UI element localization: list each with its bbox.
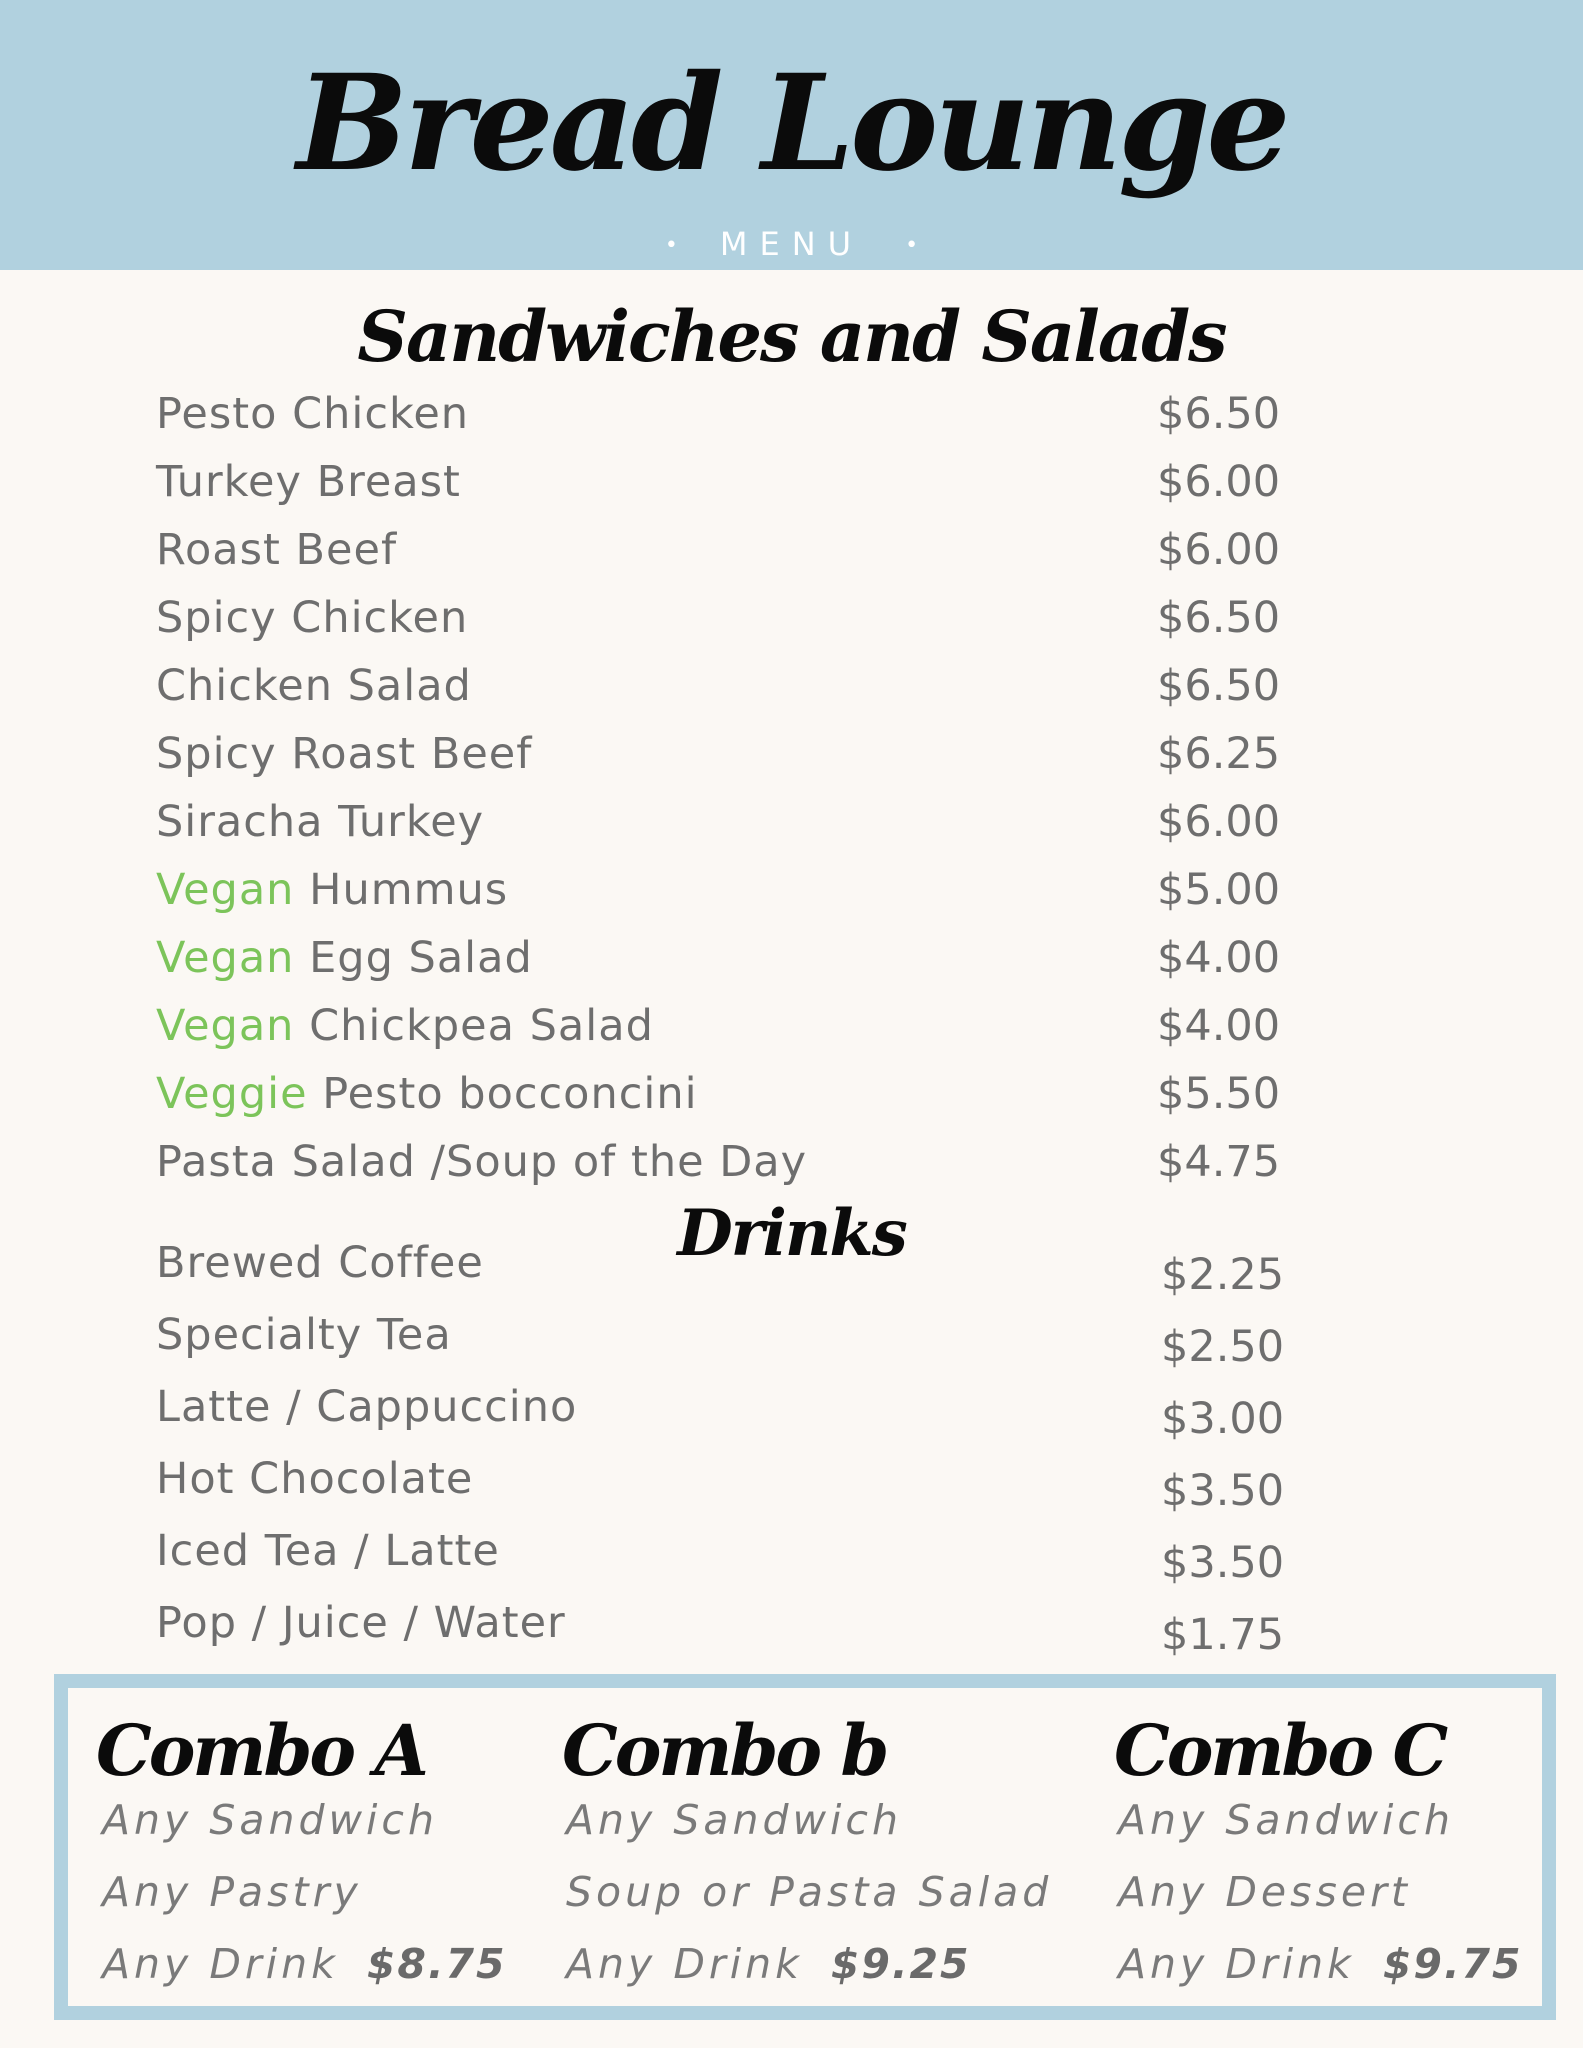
menu-item — [0, 593, 1583, 657]
drink-name: Specialty Tea — [156, 1310, 452, 1360]
item-name — [156, 865, 509, 915]
drink-price: $1.75 — [1161, 1610, 1285, 1660]
drink-item — [0, 1382, 1583, 1446]
drink-name: Pop / Juice / Water — [156, 1598, 566, 1648]
menu-label-row — [0, 225, 1583, 263]
combo-box — [54, 1674, 1556, 2020]
menu-item — [0, 865, 1583, 929]
item-name — [156, 525, 398, 575]
item-price: $4.00 — [1157, 1001, 1281, 1051]
item-price: $6.00 — [1157, 457, 1281, 507]
item-name-text: Egg Salad — [294, 933, 533, 983]
item-price: $4.75 — [1157, 1137, 1281, 1187]
menu-item — [0, 389, 1583, 453]
drink-item — [0, 1238, 1583, 1302]
item-price: $6.50 — [1157, 661, 1281, 711]
bullet-left-icon: • — [664, 233, 678, 258]
combo-title: Combo A — [96, 1709, 426, 1792]
drink-price: $2.50 — [1161, 1322, 1285, 1372]
combo-line: Any Dessert — [1118, 1868, 1412, 1916]
item-name — [156, 389, 470, 439]
combo-line: Any Sandwich — [1118, 1796, 1454, 1844]
item-name — [156, 729, 533, 779]
vegan-label: Vegan — [156, 865, 295, 915]
combo-line — [102, 1940, 507, 1988]
item-name — [156, 457, 461, 507]
item-price: $4.00 — [1157, 933, 1281, 983]
menu-item — [0, 797, 1583, 861]
item-name-text: Spicy Roast Beef — [156, 729, 533, 779]
vegan-label: Vegan — [156, 1001, 295, 1051]
item-name — [156, 661, 472, 711]
drink-item — [0, 1310, 1583, 1374]
item-price: $6.00 — [1157, 797, 1281, 847]
combo-line-text: Any Drink — [566, 1940, 803, 1988]
menu-label: MENU — [719, 225, 864, 263]
combo-title: Combo C — [1114, 1709, 1446, 1792]
drink-item — [0, 1598, 1583, 1662]
item-price: $5.50 — [1157, 1069, 1281, 1119]
combo-line-text: Any Drink — [102, 1940, 339, 1988]
item-name-text: Turkey Breast — [156, 457, 461, 507]
menu-item — [0, 661, 1583, 725]
drink-item — [0, 1526, 1583, 1590]
item-name — [156, 797, 485, 847]
item-name-text: Pasta Salad /Soup of the Day — [156, 1137, 808, 1187]
item-name — [156, 933, 533, 983]
drink-name: Hot Chocolate — [156, 1454, 474, 1504]
drink-price: $2.25 — [1161, 1250, 1285, 1300]
combo-price: $9.25 — [830, 1940, 971, 1988]
drink-name: Brewed Coffee — [156, 1238, 484, 1288]
item-name-text: Roast Beef — [156, 525, 398, 575]
section-title-drinks: Drinks — [677, 1196, 906, 1271]
combo-line: Soup or Pasta Salad — [566, 1868, 1053, 1916]
drink-item — [0, 1454, 1583, 1518]
item-name-text: Spicy Chicken — [156, 593, 469, 643]
combo-line: Any Sandwich — [566, 1796, 902, 1844]
item-name — [156, 1001, 654, 1051]
item-price: $6.25 — [1157, 729, 1281, 779]
combo-title: Combo b — [562, 1709, 887, 1792]
brand-title: Bread Lounge — [296, 46, 1287, 201]
menu-item — [0, 525, 1583, 589]
combo-line — [1118, 1940, 1523, 1988]
section-title-sandwiches: Sandwiches and Salads — [357, 295, 1226, 378]
combo-line: Any Sandwich — [102, 1796, 438, 1844]
drink-price: $3.00 — [1161, 1394, 1285, 1444]
veggie-label: Veggie — [156, 1069, 308, 1119]
item-name — [156, 593, 469, 643]
bullet-right-icon: • — [905, 233, 919, 258]
combo-line: Any Pastry — [102, 1868, 362, 1916]
item-name-text: Pesto bocconcini — [307, 1069, 698, 1119]
drink-price: $3.50 — [1161, 1466, 1285, 1516]
menu-item — [0, 1137, 1583, 1201]
item-name — [156, 1069, 698, 1119]
combo-line-text: Any Drink — [1118, 1940, 1355, 1988]
item-name-text: Hummus — [294, 865, 509, 915]
item-name — [156, 1137, 808, 1187]
menu-item — [0, 729, 1583, 793]
combo-line — [566, 1940, 971, 1988]
item-name-text: Siracha Turkey — [156, 797, 485, 847]
vegan-label: Vegan — [156, 933, 295, 983]
item-name-text: Pesto Chicken — [156, 389, 470, 439]
combo-price: $8.75 — [366, 1940, 507, 1988]
header-banner — [0, 0, 1583, 270]
item-name-text: Chickpea Salad — [294, 1001, 654, 1051]
menu-item — [0, 457, 1583, 521]
item-name-text: Chicken Salad — [156, 661, 472, 711]
combo-price: $9.75 — [1382, 1940, 1523, 1988]
menu-item — [0, 1069, 1583, 1133]
menu-item — [0, 1001, 1583, 1065]
drink-name: Iced Tea / Latte — [156, 1526, 500, 1576]
item-price: $5.00 — [1157, 865, 1281, 915]
item-price: $6.00 — [1157, 525, 1281, 575]
drink-name: Latte / Cappuccino — [156, 1382, 578, 1432]
drink-price: $3.50 — [1161, 1538, 1285, 1588]
item-price: $6.50 — [1157, 389, 1281, 439]
item-price: $6.50 — [1157, 593, 1281, 643]
menu-item — [0, 933, 1583, 997]
